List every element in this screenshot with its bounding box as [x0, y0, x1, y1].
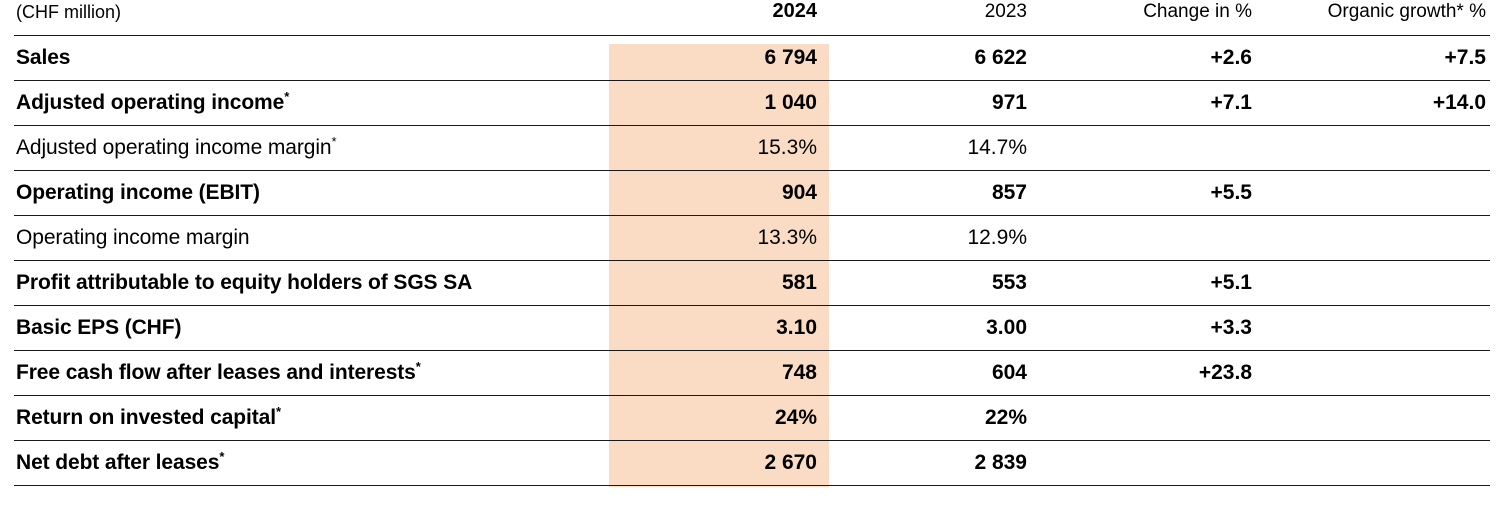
footnote-marker: * [331, 134, 337, 149]
cell-change-percent: +2.6 [1039, 36, 1264, 81]
table-row [14, 261, 1490, 306]
row-label [14, 171, 609, 216]
cell-2024: 581 [609, 261, 829, 306]
table-row [14, 216, 1490, 261]
table-row [14, 171, 1490, 216]
cell-organic-growth [1264, 396, 1490, 441]
unit-label: (CHF million) [16, 2, 121, 22]
table-row [14, 441, 1490, 486]
cell-change-percent [1039, 216, 1264, 261]
column-header-2023: 2023 [984, 1, 1027, 22]
table-row [14, 81, 1490, 126]
cell-2024: 6 794 [609, 36, 829, 81]
cell-2024: 13.3% [609, 216, 829, 261]
cell-change-percent: +7.1 [1039, 81, 1264, 126]
cell-2023: 971 [829, 81, 1039, 126]
row-label [14, 216, 609, 261]
cell-2023: 2 839 [829, 441, 1039, 486]
cell-change-percent: +5.5 [1039, 171, 1264, 216]
cell-organic-growth: +7.5 [1264, 36, 1490, 81]
cell-2023: 12.9% [829, 216, 1039, 261]
cell-2024: 15.3% [609, 126, 829, 171]
cell-organic-growth [1264, 171, 1490, 216]
cell-2024: 3.10 [609, 306, 829, 351]
table-body [14, 36, 1490, 486]
table-header [14, 0, 1490, 36]
cell-organic-growth: +14.0 [1264, 81, 1490, 126]
cell-change-percent [1039, 126, 1264, 171]
footnote-marker: * [284, 89, 290, 104]
row-label-text: Adjusted operating income [16, 91, 285, 114]
cell-organic-growth [1264, 216, 1490, 261]
row-label-text: Profit attributable to equity holders of SGS SA [16, 271, 473, 294]
cell-change-percent: +23.8 [1039, 351, 1264, 396]
row-label [14, 396, 609, 441]
cell-change-percent [1039, 441, 1264, 486]
row-label [14, 351, 609, 396]
row-label [14, 36, 609, 81]
table-header-row [14, 0, 1490, 36]
row-label [14, 261, 609, 306]
cell-organic-growth [1264, 126, 1490, 171]
row-label-text: Free cash flow after leases and interests [16, 361, 416, 384]
footnote-marker: * [275, 404, 281, 419]
cell-2024: 24% [609, 396, 829, 441]
row-label-text: Return on invested capital [16, 406, 276, 429]
cell-2023: 857 [829, 171, 1039, 216]
row-label-text: Operating income margin [16, 226, 250, 249]
row-label-text: Adjusted operating income margin [16, 136, 332, 159]
row-label [14, 441, 609, 486]
table-row [14, 351, 1490, 396]
cell-2024: 2 670 [609, 441, 829, 486]
row-label-text: Operating income (EBIT) [16, 181, 260, 204]
cell-2023: 6 622 [829, 36, 1039, 81]
cell-organic-growth [1264, 261, 1490, 306]
cell-2023: 604 [829, 351, 1039, 396]
cell-2023: 3.00 [829, 306, 1039, 351]
cell-organic-growth [1264, 306, 1490, 351]
financial-highlights-table [14, 0, 1490, 486]
column-header-change: Change in % [1143, 1, 1252, 22]
column-header-2024: 2024 [772, 0, 817, 22]
cell-2024: 1 040 [609, 81, 829, 126]
cell-change-percent: +5.1 [1039, 261, 1264, 306]
cell-2023: 14.7% [829, 126, 1039, 171]
row-label-text: Net debt after leases [16, 451, 220, 474]
table-row [14, 126, 1490, 171]
cell-organic-growth [1264, 441, 1490, 486]
cell-2024: 904 [609, 171, 829, 216]
cell-2024: 748 [609, 351, 829, 396]
row-label [14, 126, 609, 171]
cell-organic-growth [1264, 351, 1490, 396]
row-label-text: Basic EPS (CHF) [16, 316, 182, 339]
column-header-organic-growth: Organic growth* % [1327, 1, 1486, 22]
table-row [14, 396, 1490, 441]
row-label [14, 306, 609, 351]
row-label [14, 81, 609, 126]
footnote-marker: * [219, 449, 225, 464]
cell-2023: 22% [829, 396, 1039, 441]
row-label-text: Sales [16, 46, 71, 69]
footnote-marker: * [415, 359, 421, 374]
cell-2023: 553 [829, 261, 1039, 306]
table-row [14, 306, 1490, 351]
cell-change-percent: +3.3 [1039, 306, 1264, 351]
table-row [14, 36, 1490, 81]
cell-change-percent [1039, 396, 1264, 441]
